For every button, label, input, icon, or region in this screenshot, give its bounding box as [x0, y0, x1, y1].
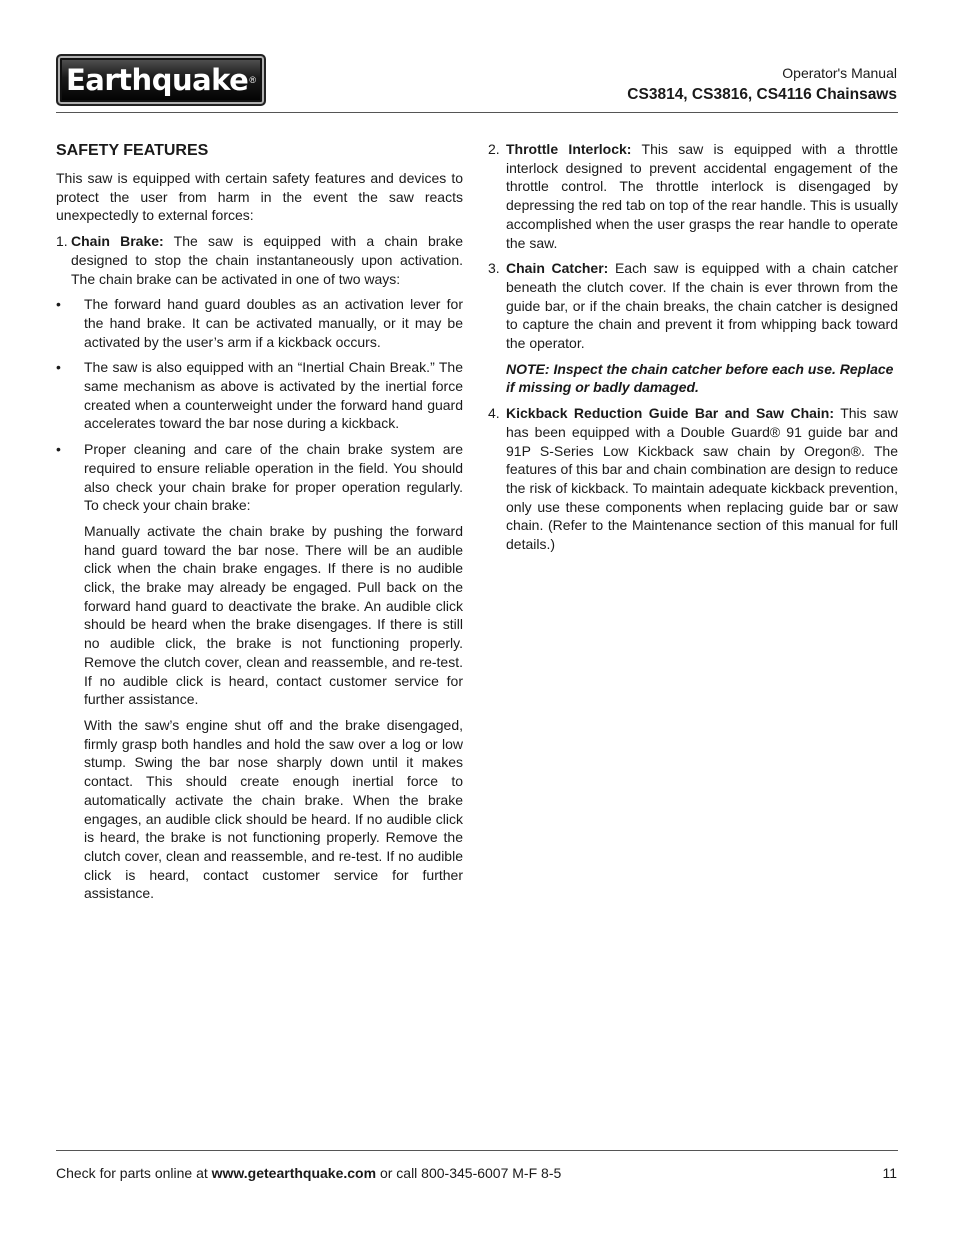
manual-label: Operator's Manual: [782, 65, 897, 81]
logo-registered-mark: ®: [249, 75, 256, 85]
bullet-mark: •: [56, 296, 61, 313]
bullet-mark: •: [56, 359, 61, 376]
section-title: SAFETY FEATURES: [56, 142, 209, 159]
item-number: 4.: [488, 405, 500, 422]
footer-prefix: Check for parts online at: [56, 1165, 212, 1181]
bullet-mark: •: [56, 441, 61, 458]
model-title: CS3814, CS3816, CS4116 Chainsaws: [627, 86, 897, 103]
item-text: This saw is equipped with a throttle interlock designed to prevent accidental engagement of the throttle control. The throttle interlock is disengaged by depressing the red tab on top of the rear handle. This is usually accomplished when the user grasps the rear handle to operate the saw.: [506, 141, 898, 251]
page-number: 11: [882, 1165, 897, 1181]
item-text: Each saw is equipped with a chain catcher beneath the clutch cover. If the chain is ever thrown from the guide bar, or if the chain breaks, the chain catcher is designed to capture the chain and prevent it from whipping back toward the operator.: [506, 260, 898, 352]
header-divider: [56, 112, 898, 113]
item-text: The saw is equipped with a chain brake designed to stop the chain instantaneously upon activation. The chain brake can be activated in one of two ways:: [71, 233, 464, 287]
bullet-text: The forward hand guard doubles as an activation lever for the hand brake. It can be activated manually, or it may be activated by the user’s arm if a kickback occurs.: [84, 296, 463, 350]
right-column: [488, 140, 898, 561]
footer-divider: [56, 1150, 898, 1151]
footer-suffix: or call 800-345-6007 M-F 8-5: [376, 1165, 562, 1181]
list-item-throttle-interlock: [488, 140, 898, 252]
bullet-item: [56, 358, 463, 433]
manual-test-paragraph: Manually activate the chain brake by pushing the forward hand guard toward the bar nose. There will be an audible click when the chain brake engages. If there is no audible click, the brake may already be engaged. Pull back on the forward hand guard to deactivate the brake. An audible click should be heard when the brake disengages. If there is still no audible click, the brake is not functioning properly. Remove the clutch cover, clean and reassemble, and re-test. If no audible click is heard, contact customer service for further assistance.: [84, 522, 463, 708]
chain-catcher-note: NOTE: Inspect the chain catcher before each use. Replace if missing or badly damaged.: [506, 360, 894, 396]
bullet-text: Proper cleaning and care of the chain brake system are required to ensure reliable operation in the field. You should also check your chain brake for proper operation regularly. To check your chain brake:: [84, 441, 463, 514]
left-column: [56, 140, 463, 910]
item-number: 2.: [488, 141, 500, 157]
earthquake-logo: [56, 54, 266, 106]
bullet-text: The saw is also equipped with an “Inertial Chain Break.” The same mechanism as above is activated by the inertial force created when a counterweight under the forward hand guard accelerates toward the bar nose during a kickback.: [84, 359, 463, 432]
footer-website-link[interactable]: www.getearthquake.com: [211, 1165, 377, 1181]
item-lead: Throttle Interlock:: [506, 141, 632, 157]
list-item-chain-catcher: [488, 259, 898, 353]
item-lead: Chain Catcher:: [506, 260, 609, 277]
logo-text: Earthquake: [66, 62, 249, 97]
item-number: 3.: [488, 260, 500, 277]
list-item-kickback-reduction: [488, 404, 898, 554]
header-right: [627, 64, 897, 105]
intro-paragraph: This saw is equipped with certain safety features and devices to protect the user from harm in the event the saw reacts unexpectedly to external forces:: [56, 170, 463, 224]
item-number: 1.: [56, 233, 68, 250]
list-item-chain-brake: [56, 232, 463, 288]
bullet-item: [56, 295, 463, 351]
item-lead: Kickback Reduction Guide Bar and Saw Chain:: [506, 405, 835, 422]
item-lead: Chain Brake:: [71, 233, 164, 250]
item-text: This saw has been equipped with a Double Guard® 91 guide bar and 91P S-Series Low Kickback saw chain by Oregon®. The features of this bar and chain combination are design to reduce the risk of kickback. To maintain adequate kickback prevention, only use these components when replacing guide bar or saw chain. (Refer to the Maintenance section of this manual for full details.): [506, 405, 898, 553]
inertial-test-paragraph: With the saw’s engine shut off and the brake disengaged, firmly grasp both handles and hold the saw over a log or low stump. Swing the bar nose sharply down until it makes contact. This should create enough inertial force to automatically activate the chain brake. When the brake engages, an audible click should be heard. If no audible click is heard, the brake is not functioning properly. Remove the clutch cover, clean and reassemble, and re-test. If no audible click is heard, contact customer service for further assistance.: [84, 716, 463, 902]
bullet-item: [56, 440, 463, 515]
footer-contact: [56, 1164, 561, 1182]
